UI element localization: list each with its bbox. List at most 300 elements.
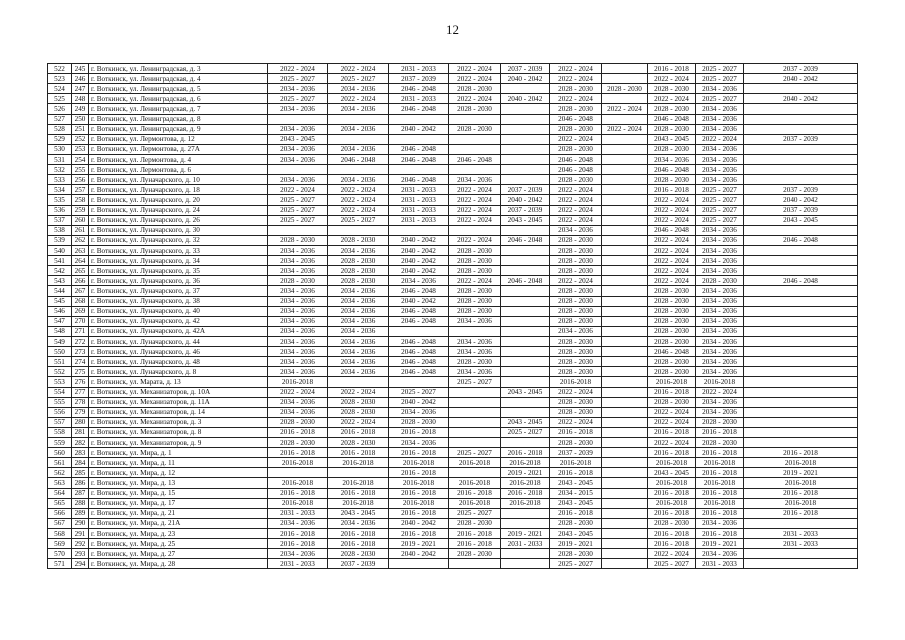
- table-row: [48, 478, 858, 488]
- table-row: [48, 347, 858, 357]
- cell-period-2: 2028 - 2030: [328, 266, 389, 276]
- cell-period-9: 2034 - 2036: [696, 235, 744, 245]
- cell-period-4: 2022 - 2024: [449, 74, 501, 84]
- cell-period-5: 2043 - 2045: [501, 215, 550, 225]
- cell-period-1: 2034 - 2036: [268, 154, 328, 164]
- table-row: [48, 468, 858, 478]
- cell-period-5: 2037 - 2039: [501, 64, 550, 74]
- cell-period-5: 2043 - 2045: [501, 417, 550, 427]
- cell-row-number: 550: [48, 347, 72, 357]
- cell-period-8: 2043 - 2045: [648, 134, 696, 144]
- cell-period-9: 2025 - 2027: [696, 195, 744, 205]
- cell-period-5: 2016-2018: [501, 478, 550, 488]
- cell-house-number: 292: [72, 539, 89, 549]
- cell-address: г. Воткинск, ул. Луначарского, д. 37: [89, 286, 268, 296]
- cell-period-7: [602, 539, 648, 549]
- cell-period-2: 2034 - 2036: [328, 347, 389, 357]
- cell-period-1: 2031 - 2033: [268, 559, 328, 569]
- cell-period-5: 2016 - 2018: [501, 448, 550, 458]
- cell-period-3: [389, 165, 449, 175]
- cell-period-3: 2034 - 2036: [389, 407, 449, 417]
- cell-period-5: 2040 - 2042: [501, 74, 550, 84]
- cell-period-7: [602, 306, 648, 316]
- cell-house-number: 263: [72, 245, 89, 255]
- cell-period-1: 2022 - 2024: [268, 185, 328, 195]
- cell-house-number: 282: [72, 438, 89, 448]
- cell-period-9: 2034 - 2036: [696, 296, 744, 306]
- cell-period-9: 2034 - 2036: [696, 144, 744, 154]
- cell-address: г. Воткинск, ул. Луначарского, д. 10: [89, 175, 268, 185]
- table-row: [48, 94, 858, 104]
- cell-address: г. Воткинск, ул. Луначарского, д. 46: [89, 347, 268, 357]
- cell-house-number: 269: [72, 306, 89, 316]
- cell-period-2: [328, 468, 389, 478]
- cell-row-number: 539: [48, 235, 72, 245]
- cell-period-10: 2031 - 2033: [744, 529, 858, 539]
- cell-row-number: 567: [48, 518, 72, 528]
- cell-row-number: 552: [48, 367, 72, 377]
- cell-period-1: 2034 - 2036: [268, 286, 328, 296]
- cell-period-4: [449, 165, 501, 175]
- cell-period-9: 2016 - 2018: [696, 468, 744, 478]
- cell-house-number: 246: [72, 74, 89, 84]
- cell-period-8: 2022 - 2024: [648, 266, 696, 276]
- cell-period-5: [501, 266, 550, 276]
- cell-period-8: 2028 - 2030: [648, 306, 696, 316]
- cell-period-8: 2022 - 2024: [648, 245, 696, 255]
- cell-row-number: 541: [48, 256, 72, 266]
- cell-period-1: 2031 - 2033: [268, 508, 328, 518]
- cell-period-7: [602, 195, 648, 205]
- cell-period-4: [449, 326, 501, 336]
- cell-period-6: 2028 - 2030: [550, 124, 602, 134]
- cell-period-10: 2016 - 2018: [744, 508, 858, 518]
- cell-period-2: 2016 - 2018: [328, 539, 389, 549]
- cell-period-2: 2022 - 2024: [328, 417, 389, 427]
- cell-address: г. Воткинск, ул. Луначарского, д. 32: [89, 235, 268, 245]
- cell-period-6: 2022 - 2024: [550, 417, 602, 427]
- cell-address: г. Воткинск, ул. Механизаторов, д. 11А: [89, 397, 268, 407]
- cell-row-number: 548: [48, 326, 72, 336]
- cell-period-9: 2034 - 2036: [696, 266, 744, 276]
- cell-period-6: 2028 - 2030: [550, 347, 602, 357]
- table-row: [48, 336, 858, 346]
- cell-period-10: [744, 154, 858, 164]
- cell-period-7: [602, 427, 648, 437]
- cell-period-2: 2025 - 2027: [328, 215, 389, 225]
- cell-period-5: [501, 357, 550, 367]
- cell-address: г. Воткинск, ул. Механизаторов, д. 3: [89, 417, 268, 427]
- table-row: [48, 427, 858, 437]
- cell-period-3: 2040 - 2042: [389, 296, 449, 306]
- cell-period-1: 2016-2018: [268, 498, 328, 508]
- cell-house-number: 274: [72, 357, 89, 367]
- cell-address: г. Воткинск, ул. Луначарского, д. 40: [89, 306, 268, 316]
- cell-period-3: 2046 - 2048: [389, 104, 449, 114]
- cell-period-8: 2028 - 2030: [648, 316, 696, 326]
- cell-period-7: [602, 529, 648, 539]
- cell-period-8: 2028 - 2030: [648, 104, 696, 114]
- cell-period-7: [602, 165, 648, 175]
- cell-period-4: 2028 - 2030: [449, 518, 501, 528]
- cell-period-4: 2022 - 2024: [449, 215, 501, 225]
- cell-period-10: [744, 165, 858, 175]
- cell-period-10: [744, 397, 858, 407]
- cell-period-7: 2028 - 2030: [602, 84, 648, 94]
- cell-house-number: 277: [72, 387, 89, 397]
- cell-address: г. Воткинск, ул. Луначарского, д. 33: [89, 245, 268, 255]
- cell-address: г. Воткинск, ул. Лермонтова, д. 12: [89, 134, 268, 144]
- table-row: [48, 387, 858, 397]
- cell-house-number: 290: [72, 518, 89, 528]
- cell-period-6: 2034 - 2036: [550, 326, 602, 336]
- cell-period-3: 2046 - 2048: [389, 316, 449, 326]
- cell-period-8: 2022 - 2024: [648, 215, 696, 225]
- cell-row-number: 566: [48, 508, 72, 518]
- cell-period-9: 2034 - 2036: [696, 357, 744, 367]
- cell-period-10: 2019 - 2021: [744, 468, 858, 478]
- cell-period-10: [744, 377, 858, 387]
- cell-period-2: 2028 - 2030: [328, 256, 389, 266]
- cell-period-6: 2028 - 2030: [550, 397, 602, 407]
- cell-period-8: 2022 - 2024: [648, 276, 696, 286]
- cell-period-3: 2031 - 2033: [389, 215, 449, 225]
- cell-period-5: 2043 - 2045: [501, 387, 550, 397]
- cell-period-1: 2034 - 2036: [268, 407, 328, 417]
- table-row: [48, 458, 858, 468]
- cell-period-7: [602, 559, 648, 569]
- cell-period-3: [389, 559, 449, 569]
- cell-period-6: 2028 - 2030: [550, 245, 602, 255]
- cell-period-8: 2022 - 2024: [648, 195, 696, 205]
- cell-period-8: 2028 - 2030: [648, 397, 696, 407]
- cell-period-7: [602, 508, 648, 518]
- cell-period-8: 2022 - 2024: [648, 417, 696, 427]
- cell-period-4: 2022 - 2024: [449, 205, 501, 215]
- cell-period-4: 2028 - 2030: [449, 245, 501, 255]
- cell-period-8: 2016 - 2018: [648, 488, 696, 498]
- cell-row-number: 569: [48, 539, 72, 549]
- cell-house-number: 270: [72, 316, 89, 326]
- cell-period-1: 2034 - 2036: [268, 336, 328, 346]
- cell-period-10: [744, 387, 858, 397]
- cell-row-number: 555: [48, 397, 72, 407]
- cell-period-2: 2028 - 2030: [328, 407, 389, 417]
- cell-period-6: 2022 - 2024: [550, 94, 602, 104]
- cell-period-1: [268, 468, 328, 478]
- cell-period-10: [744, 286, 858, 296]
- cell-house-number: 251: [72, 124, 89, 134]
- cell-period-2: 2046 - 2048: [328, 154, 389, 164]
- cell-period-9: 2025 - 2027: [696, 215, 744, 225]
- cell-period-4: [449, 387, 501, 397]
- cell-period-4: 2022 - 2024: [449, 235, 501, 245]
- cell-period-7: 2022 - 2024: [602, 124, 648, 134]
- cell-address: г. Воткинск, ул. Мира, д. 11: [89, 458, 268, 468]
- cell-period-2: [328, 134, 389, 144]
- cell-period-7: [602, 134, 648, 144]
- cell-period-6: 2034 - 2015: [550, 488, 602, 498]
- cell-period-2: 2016-2018: [328, 458, 389, 468]
- table-row: [48, 367, 858, 377]
- table-row: [48, 185, 858, 195]
- cell-period-4: 2028 - 2030: [449, 306, 501, 316]
- cell-period-6: 2043 - 2045: [550, 478, 602, 488]
- cell-address: г. Воткинск, ул. Мира, д. 25: [89, 539, 268, 549]
- table-row: [48, 518, 858, 528]
- cell-address: г. Воткинск, ул. Лермонтова, д. 6: [89, 165, 268, 175]
- cell-house-number: 254: [72, 154, 89, 164]
- cell-period-10: [744, 306, 858, 316]
- cell-house-number: 259: [72, 205, 89, 215]
- cell-period-5: [501, 347, 550, 357]
- cell-period-4: [449, 134, 501, 144]
- cell-period-3: 2034 - 2036: [389, 276, 449, 286]
- cell-period-8: 2022 - 2024: [648, 407, 696, 417]
- cell-period-8: 2028 - 2030: [648, 357, 696, 367]
- cell-period-10: [744, 518, 858, 528]
- cell-period-9: 2034 - 2036: [696, 367, 744, 377]
- cell-period-2: 2034 - 2036: [328, 518, 389, 528]
- cell-period-4: [449, 225, 501, 235]
- cell-period-8: 2022 - 2024: [648, 438, 696, 448]
- cell-period-6: 2022 - 2024: [550, 205, 602, 215]
- cell-period-4: 2028 - 2030: [449, 549, 501, 559]
- cell-period-3: [389, 225, 449, 235]
- cell-period-9: 2022 - 2024: [696, 134, 744, 144]
- table-row: [48, 276, 858, 286]
- cell-period-3: 2031 - 2033: [389, 205, 449, 215]
- cell-period-1: 2034 - 2036: [268, 549, 328, 559]
- cell-period-2: 2034 - 2036: [328, 367, 389, 377]
- cell-period-9: 2034 - 2036: [696, 154, 744, 164]
- cell-period-9: 2016 - 2018: [696, 448, 744, 458]
- cell-period-5: 2019 - 2021: [501, 529, 550, 539]
- cell-period-3: 2046 - 2048: [389, 286, 449, 296]
- cell-period-2: 2037 - 2039: [328, 559, 389, 569]
- cell-period-4: 2028 - 2030: [449, 296, 501, 306]
- cell-period-9: 2034 - 2036: [696, 175, 744, 185]
- cell-period-4: 2025 - 2027: [449, 377, 501, 387]
- cell-period-7: [602, 357, 648, 367]
- cell-period-8: 2028 - 2030: [648, 367, 696, 377]
- cell-period-6: 2028 - 2030: [550, 316, 602, 326]
- cell-period-10: [744, 144, 858, 154]
- cell-house-number: 287: [72, 488, 89, 498]
- cell-period-6: 2028 - 2030: [550, 407, 602, 417]
- table-row: [48, 215, 858, 225]
- cell-row-number: 522: [48, 64, 72, 74]
- table-row: [48, 286, 858, 296]
- cell-period-9: 2016-2018: [696, 458, 744, 468]
- cell-period-6: 2028 - 2030: [550, 144, 602, 154]
- cell-period-10: [744, 316, 858, 326]
- cell-address: г. Воткинск, ул. Мира, д. 21А: [89, 518, 268, 528]
- cell-period-2: 2016 - 2018: [328, 488, 389, 498]
- table-row: [48, 104, 858, 114]
- cell-period-10: [744, 245, 858, 255]
- cell-period-9: 2034 - 2036: [696, 549, 744, 559]
- cell-period-2: 2016-2018: [328, 498, 389, 508]
- cell-row-number: 525: [48, 94, 72, 104]
- cell-period-8: 2028 - 2030: [648, 326, 696, 336]
- cell-period-9: 2031 - 2033: [696, 559, 744, 569]
- cell-house-number: 279: [72, 407, 89, 417]
- cell-address: г. Воткинск, ул. Мира, д. 1: [89, 448, 268, 458]
- cell-period-7: [602, 185, 648, 195]
- cell-period-10: 2016-2018: [744, 478, 858, 488]
- cell-period-3: 2046 - 2048: [389, 175, 449, 185]
- cell-house-number: 252: [72, 134, 89, 144]
- cell-period-1: 2034 - 2036: [268, 518, 328, 528]
- cell-period-4: 2034 - 2036: [449, 367, 501, 377]
- cell-period-8: 2016 - 2018: [648, 448, 696, 458]
- table-row: [48, 326, 858, 336]
- cell-period-6: 2028 - 2030: [550, 336, 602, 346]
- table-row: [48, 448, 858, 458]
- cell-period-3: 2016 - 2018: [389, 468, 449, 478]
- cell-period-3: 2016-2018: [389, 458, 449, 468]
- cell-period-1: 2016-2018: [268, 478, 328, 488]
- cell-period-1: 2034 - 2036: [268, 316, 328, 326]
- cell-row-number: 540: [48, 245, 72, 255]
- cell-period-3: [389, 326, 449, 336]
- cell-period-6: 2028 - 2030: [550, 549, 602, 559]
- cell-period-2: 2022 - 2024: [328, 387, 389, 397]
- cell-period-3: 2046 - 2048: [389, 336, 449, 346]
- cell-row-number: 560: [48, 448, 72, 458]
- cell-row-number: 570: [48, 549, 72, 559]
- cell-period-1: 2025 - 2027: [268, 74, 328, 84]
- table-row: [48, 245, 858, 255]
- cell-period-2: 2034 - 2036: [328, 296, 389, 306]
- table-row: [48, 266, 858, 276]
- cell-period-3: 2019 - 2021: [389, 539, 449, 549]
- cell-period-6: 2028 - 2030: [550, 306, 602, 316]
- cell-period-8: 2028 - 2030: [648, 175, 696, 185]
- cell-period-4: 2022 - 2024: [449, 64, 501, 74]
- cell-period-1: [268, 165, 328, 175]
- cell-row-number: 571: [48, 559, 72, 569]
- cell-period-9: 2025 - 2027: [696, 64, 744, 74]
- cell-period-9: 2034 - 2036: [696, 245, 744, 255]
- cell-period-1: 2016 - 2018: [268, 529, 328, 539]
- cell-period-7: [602, 458, 648, 468]
- cell-address: г. Воткинск, ул. Луначарского, д. 18: [89, 185, 268, 195]
- cell-period-3: 2016 - 2018: [389, 508, 449, 518]
- cell-period-5: [501, 144, 550, 154]
- cell-house-number: 291: [72, 529, 89, 539]
- cell-period-3: 2031 - 2033: [389, 64, 449, 74]
- cell-period-10: 2040 - 2042: [744, 74, 858, 84]
- cell-period-5: 2019 - 2021: [501, 468, 550, 478]
- cell-period-1: 2016 - 2018: [268, 488, 328, 498]
- cell-period-1: 2034 - 2036: [268, 357, 328, 367]
- cell-address: г. Воткинск, ул. Лермонтова, д. 27А: [89, 144, 268, 154]
- cell-row-number: 554: [48, 387, 72, 397]
- table-row: [48, 549, 858, 559]
- cell-period-4: [449, 427, 501, 437]
- cell-period-8: 2028 - 2030: [648, 296, 696, 306]
- cell-period-7: [602, 407, 648, 417]
- cell-period-5: 2016 - 2018: [501, 488, 550, 498]
- table-row: [48, 357, 858, 367]
- cell-period-5: [501, 165, 550, 175]
- cell-period-1: 2016 - 2018: [268, 427, 328, 437]
- cell-period-2: 2034 - 2036: [328, 286, 389, 296]
- cell-period-3: 2046 - 2048: [389, 367, 449, 377]
- cell-period-1: 2034 - 2036: [268, 306, 328, 316]
- cell-period-8: 2022 - 2024: [648, 94, 696, 104]
- cell-period-6: 2022 - 2024: [550, 185, 602, 195]
- cell-period-6: 2016 - 2018: [550, 468, 602, 478]
- cell-period-4: [449, 438, 501, 448]
- cell-period-5: [501, 336, 550, 346]
- cell-period-10: [744, 367, 858, 377]
- cell-period-8: 2028 - 2030: [648, 286, 696, 296]
- cell-period-3: 2046 - 2048: [389, 347, 449, 357]
- cell-address: г. Воткинск, ул. Марата, д. 13: [89, 377, 268, 387]
- cell-period-9: 2025 - 2027: [696, 205, 744, 215]
- cell-address: г. Воткинск, ул. Ленинградская, д. 5: [89, 84, 268, 94]
- cell-period-4: 2034 - 2036: [449, 175, 501, 185]
- cell-period-6: 2016-2018: [550, 377, 602, 387]
- table-row: [48, 154, 858, 164]
- cell-period-7: [602, 286, 648, 296]
- cell-period-5: [501, 326, 550, 336]
- cell-house-number: 253: [72, 144, 89, 154]
- cell-address: г. Воткинск, ул. Луначарского, д. 20: [89, 195, 268, 205]
- cell-period-8: 2046 - 2048: [648, 225, 696, 235]
- cell-period-3: [389, 377, 449, 387]
- cell-period-5: [501, 175, 550, 185]
- cell-period-2: 2034 - 2036: [328, 357, 389, 367]
- cell-period-8: 2022 - 2024: [648, 205, 696, 215]
- cell-address: г. Воткинск, ул. Механизаторов, д. 10А: [89, 387, 268, 397]
- cell-house-number: 276: [72, 377, 89, 387]
- cell-address: г. Воткинск, ул. Луначарского, д. 24: [89, 205, 268, 215]
- cell-house-number: 284: [72, 458, 89, 468]
- cell-period-6: 2043 - 2045: [550, 529, 602, 539]
- cell-period-2: 2028 - 2030: [328, 438, 389, 448]
- cell-period-2: 2028 - 2030: [328, 397, 389, 407]
- cell-period-10: [744, 175, 858, 185]
- table-row: [48, 235, 858, 245]
- cell-period-6: 2028 - 2030: [550, 518, 602, 528]
- cell-period-5: [501, 397, 550, 407]
- cell-period-1: 2016-2018: [268, 458, 328, 468]
- cell-address: г. Воткинск, ул. Ленинградская, д. 6: [89, 94, 268, 104]
- cell-period-1: 2034 - 2036: [268, 104, 328, 114]
- cell-period-8: 2016 - 2018: [648, 427, 696, 437]
- cell-row-number: 553: [48, 377, 72, 387]
- cell-address: г. Воткинск, ул. Мира, д. 15: [89, 488, 268, 498]
- cell-row-number: 532: [48, 165, 72, 175]
- cell-address: г. Воткинск, ул. Мира, д. 28: [89, 559, 268, 569]
- cell-period-9: 2034 - 2036: [696, 336, 744, 346]
- cell-row-number: 526: [48, 104, 72, 114]
- cell-period-9: 2034 - 2036: [696, 84, 744, 94]
- cell-address: г. Воткинск, ул. Мира, д. 27: [89, 549, 268, 559]
- cell-row-number: 559: [48, 438, 72, 448]
- cell-period-2: 2034 - 2036: [328, 306, 389, 316]
- table-row: [48, 417, 858, 427]
- cell-period-10: [744, 84, 858, 94]
- cell-period-7: [602, 225, 648, 235]
- cell-period-5: 2037 - 2039: [501, 185, 550, 195]
- cell-period-9: 2034 - 2036: [696, 286, 744, 296]
- cell-period-4: 2025 - 2027: [449, 448, 501, 458]
